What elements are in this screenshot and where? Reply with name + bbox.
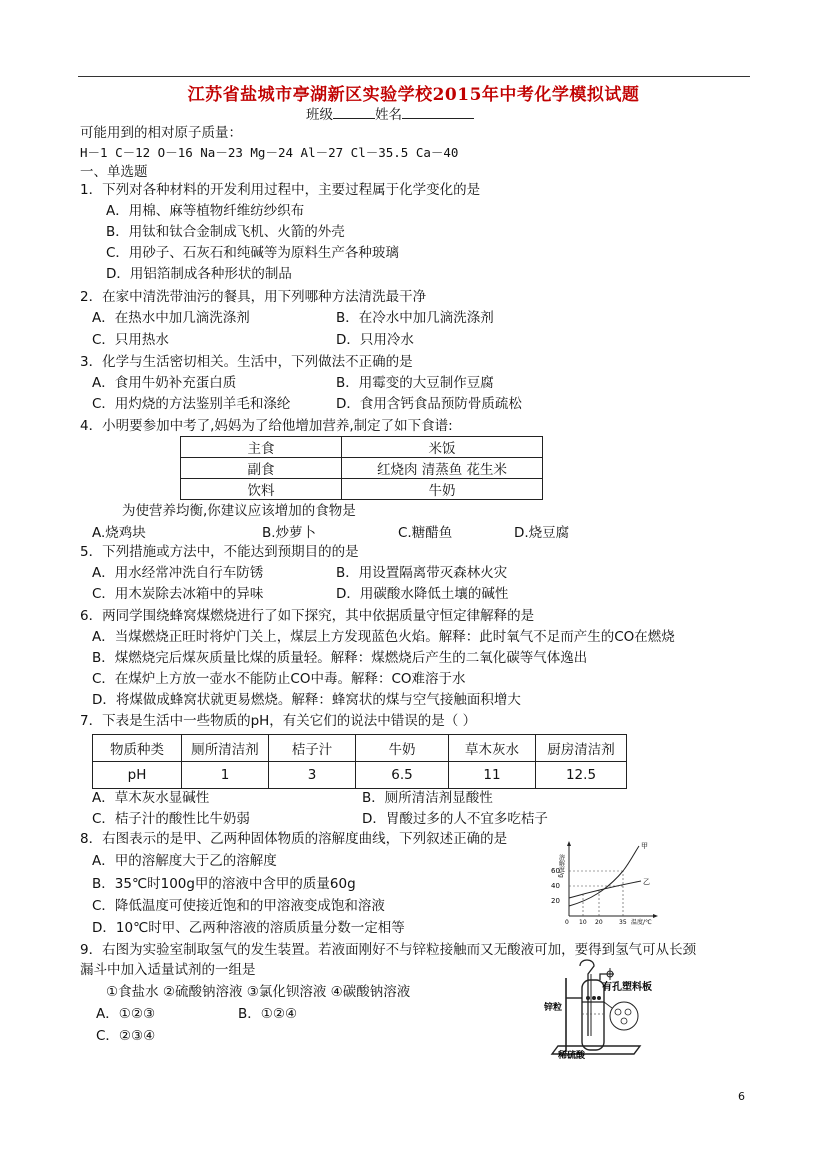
zinc-label: 锌粒	[544, 1003, 563, 1013]
solubility-curve-figure	[545, 838, 660, 926]
table-cell: 6.5	[356, 762, 449, 789]
exam-title: 江苏省盐城市亭湖新区实验学校2015年中考化学模拟试题	[187, 85, 640, 105]
y-tick-label: 40	[551, 882, 560, 890]
name-label: 姓名	[375, 107, 402, 123]
table-row	[181, 437, 543, 458]
question-8-option-b: B．35℃时100g甲的溶液中含甲的质量60g	[92, 876, 356, 892]
test-tube	[582, 980, 604, 1050]
question-5-option-d: D．用碳酸水降低土壤的碱性	[336, 586, 509, 602]
class-label: 班级	[306, 107, 333, 123]
diet-table	[180, 436, 543, 500]
question-5-option-b: B．用设置隔离带灭森林火灾	[336, 565, 508, 581]
pointer-line	[604, 1002, 612, 1008]
question-4-option-a: A.烧鸡块	[92, 525, 146, 541]
question-1-option-b: B．用钛和钛合金制成飞机、火箭的外壳	[106, 224, 345, 240]
atomic-intro: 可能用到的相对原子质量：	[80, 125, 242, 141]
atomic-masses: H－1 C－12 O－16 Na－23 Mg－24 Al－27 Cl－35.5 Ca－40	[80, 145, 459, 160]
table-cell: 桔子汁	[269, 735, 356, 762]
table-cell: 红烧肉 清蒸鱼 花生米	[342, 458, 543, 479]
question-1-option-d: D．用铝箔制成各种形状的制品	[106, 266, 292, 282]
question-9-option-b: B．①②④	[238, 1006, 298, 1022]
question-5-option-a: A．用水经常冲洗自行车防锈	[92, 565, 264, 581]
question-4-option-d: D.烧豆腐	[514, 525, 570, 541]
question-8-option-c: C．降低温度可使接近饱和的甲溶液变成饱和溶液	[92, 898, 385, 914]
name-blank[interactable]	[402, 104, 474, 119]
x-tick-label: 0	[565, 919, 569, 926]
zinc-granule	[597, 996, 601, 1000]
table-cell: 厨房清洁剂	[536, 735, 627, 762]
table-row	[181, 458, 543, 479]
table-cell: 米饭	[342, 437, 543, 458]
question-9-stem-line-1: 9．右图为实验室制取氢气的发生装置。若液面刚好不与锌粒接触而又无酸液可加，要得到氢气可从长颈	[80, 942, 697, 958]
x-tick-label: 35	[619, 919, 627, 926]
question-6-stem: 6．两同学围绕蜂窝煤燃烧进行了如下探究，其中依据质量守恒定律解释的是	[80, 608, 535, 624]
question-9-option-c: C．②③④	[96, 1028, 156, 1044]
question-7-option-a: A．草木灰水显碱性	[92, 790, 210, 806]
question-8-option-d: D．10℃时甲、乙两种溶液的溶质质量分数一定相等	[92, 920, 405, 936]
plate-label: 有孔塑料板	[602, 982, 652, 993]
question-7-option-b: B．厕所清洁剂显酸性	[362, 790, 493, 806]
curve-a-label: 甲	[641, 842, 648, 850]
hydrogen-apparatus-figure	[544, 958, 674, 1060]
question-7-option-d: D．胃酸过多的人不宜多吃桔子	[362, 811, 548, 827]
question-8-option-a: A．甲的溶解度大于乙的溶解度	[92, 853, 277, 869]
question-8-stem: 8．右图表示的是甲、乙两种固体物质的溶解度曲线，下列叙述正确的是	[80, 831, 508, 847]
question-3-option-a: A．食用牛奶补充蛋白质	[92, 375, 237, 391]
table-cell: pH	[93, 762, 182, 789]
y-tick-label: 20	[551, 897, 560, 905]
table-cell: 厕所清洁剂	[182, 735, 269, 762]
table-cell: 物质种类	[93, 735, 182, 762]
question-2-option-d: D．只用冷水	[336, 332, 414, 348]
question-9-stem-line-2: 漏斗中加入适量试剂的一组是	[80, 962, 256, 978]
question-2-option-a: A．在热水中加几滴洗涤剂	[92, 310, 250, 326]
x-tick-label: 10	[579, 919, 587, 926]
table-cell: 草木灰水	[449, 735, 536, 762]
table-cell: 主食	[181, 437, 342, 458]
table-cell: 11	[449, 762, 536, 789]
student-info-line	[306, 104, 474, 125]
curve-a	[569, 846, 639, 906]
section-heading: 一、单选题	[80, 164, 148, 180]
table-row	[93, 735, 627, 762]
question-1-option-a: A．用棉、麻等植物纤维纺纱织布	[106, 203, 305, 219]
y-axis-arrow	[567, 841, 571, 846]
class-blank[interactable]	[333, 104, 375, 119]
question-6-option-d: D．将煤做成蜂窝状就更易燃烧。解释：蜂窝状的煤与空气接触面积增大	[92, 692, 521, 708]
table-cell: 副食	[181, 458, 342, 479]
question-9-option-a: A．①②③	[96, 1006, 156, 1022]
question-7-option-c: C．桔子汁的酸性比牛奶弱	[92, 811, 250, 827]
plate-detail-circle	[610, 1002, 638, 1030]
zinc-granule	[586, 996, 590, 1000]
ph-table	[92, 734, 627, 789]
curve-b-label: 乙	[643, 878, 650, 886]
table-row	[93, 762, 627, 789]
question-2-option-c: C．只用热水	[92, 332, 169, 348]
table-row	[181, 479, 543, 500]
curve-b	[569, 881, 641, 898]
table-cell: 3	[269, 762, 356, 789]
y-axis-label: 溶解度/g	[557, 854, 565, 878]
question-5-option-c: C．用木炭除去冰箱中的异味	[92, 586, 264, 602]
question-3-option-c: C．用灼烧的方法鉴别羊毛和涤纶	[92, 396, 291, 412]
question-4-stem: 4．小明要参加中考了,妈妈为了给他增加营养,制定了如下食谱:	[80, 418, 453, 434]
question-9-reagents: ①食盐水 ②硫酸钠溶液 ③氯化钡溶液 ④碳酸钠溶液	[106, 984, 411, 1000]
acid-label: 稀硫酸	[558, 1051, 586, 1060]
table-cell: 饮料	[181, 479, 342, 500]
plate-hole	[621, 1018, 627, 1024]
question-6-option-a: A．当煤燃烧正旺时将炉门关上，煤层上方发现蓝色火焰。解释：此时氧气不足而产生的CO在燃烧	[92, 629, 675, 645]
table-cell: 牛奶	[356, 735, 449, 762]
question-1-stem: 1．下列对各种材料的开发利用过程中，主要过程属于化学变化的是	[80, 182, 481, 198]
x-tick-label: 20	[595, 919, 603, 926]
y-tick-label: 60	[551, 867, 560, 875]
question-4-option-b: B.炒萝卜	[262, 525, 317, 541]
zinc-granule	[592, 996, 596, 1000]
plate-hole	[625, 1009, 631, 1015]
page-number: 6	[738, 1090, 745, 1103]
question-4-prompt: 为使营养均衡,你建议应该增加的食物是	[122, 503, 356, 519]
question-3-option-d: D．食用含钙食品预防骨质疏松	[336, 396, 522, 412]
x-axis-label: 温度/℃	[631, 919, 652, 926]
header-rule	[78, 76, 750, 77]
question-4-option-c: C.糖醋鱼	[398, 525, 453, 541]
question-5-stem: 5．下列措施或方法中，不能达到预期目的的是	[80, 544, 359, 560]
table-cell: 12.5	[536, 762, 627, 789]
question-2-stem: 2．在家中清洗带油污的餐具，用下列哪种方法清洗最干净	[80, 289, 427, 305]
question-2-option-b: B．在冷水中加几滴洗涤剂	[336, 310, 494, 326]
plate-hole	[615, 1009, 621, 1015]
question-3-option-b: B．用霉变的大豆制作豆腐	[336, 375, 494, 391]
table-cell: 1	[182, 762, 269, 789]
table-cell: 牛奶	[342, 479, 543, 500]
question-7-stem: 7．下表是生活中一些物质的pH，有关它们的说法中错误的是（ ）	[80, 713, 477, 729]
question-6-option-c: C．在煤炉上方放一壶水不能防止CO中毒。解释：CO难溶于水	[92, 671, 466, 687]
question-1-option-c: C．用砂子、石灰石和纯碱等为原料生产各种玻璃	[106, 245, 399, 261]
question-6-option-b: B．煤燃烧完后煤灰质量比煤的质量轻。解释：煤燃烧后产生的二氧化碳等气体逸出	[92, 650, 588, 666]
question-3-stem: 3．化学与生活密切相关。生活中，下列做法不正确的是	[80, 354, 413, 370]
x-axis-arrow	[653, 914, 658, 918]
